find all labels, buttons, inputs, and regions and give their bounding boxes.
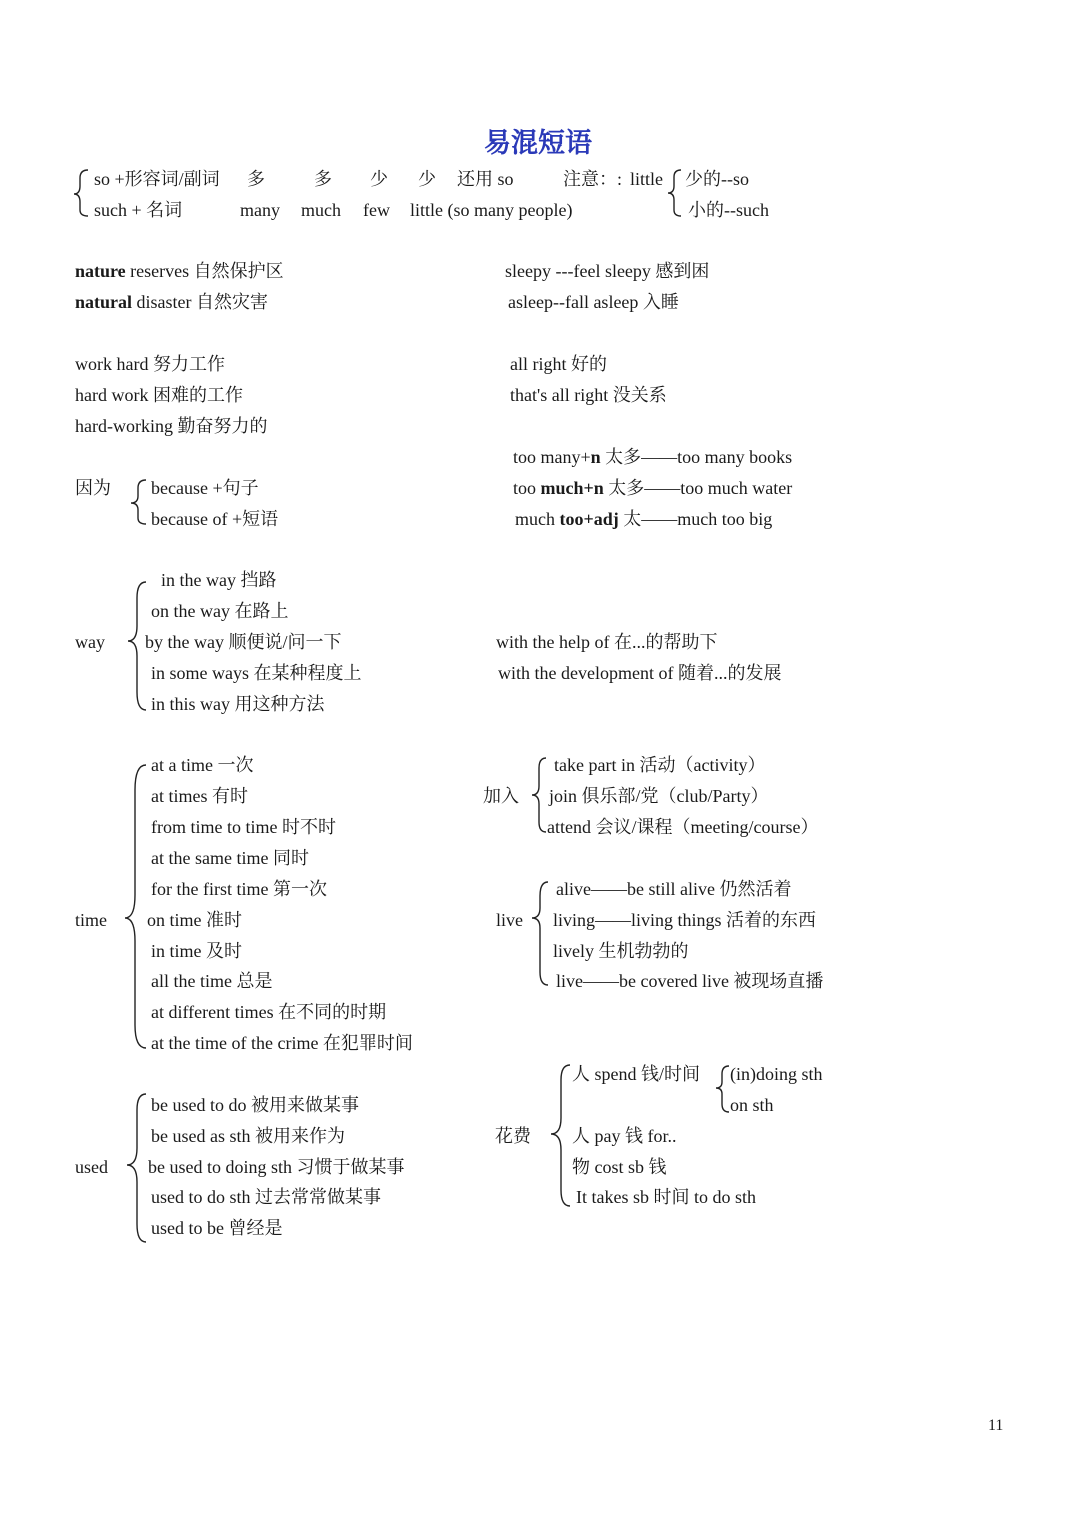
word-few: few — [363, 200, 390, 220]
nature-line — [75, 262, 284, 280]
work-line-1: work hard 努力工作 — [75, 354, 225, 374]
time-item: in time 及时 — [151, 941, 242, 961]
nature-bold: nature — [75, 261, 126, 281]
live-label: live — [496, 910, 523, 930]
too-1c: 太多——too many books — [600, 447, 793, 467]
join-item: take part in 活动（activity） — [554, 755, 766, 775]
because-label: 因为 — [75, 478, 111, 498]
little-such: 小的--such — [688, 200, 769, 220]
way-item: on the way 在路上 — [151, 601, 289, 621]
join-label: 加入 — [483, 786, 519, 806]
way-item: in the way 挡路 — [161, 570, 277, 590]
brace-because — [131, 480, 146, 524]
time-item: at the same time 同时 — [151, 848, 309, 868]
used-item: used to be 曾经是 — [151, 1218, 283, 1238]
time-label: time — [75, 910, 107, 930]
with-line-2: with the development of 随着...的发展 — [498, 663, 782, 683]
spend-label: 花费 — [495, 1126, 531, 1146]
time-item: on time 准时 — [147, 910, 242, 930]
page-title: 易混短语 — [484, 128, 592, 159]
natural-line — [75, 293, 268, 311]
work-line-3: hard-working 勤奋努力的 — [75, 416, 268, 436]
brace-little — [668, 170, 681, 216]
time-item: all the time 总是 — [151, 971, 273, 991]
work-line-2: hard work 困难的工作 — [75, 385, 243, 405]
allright-line-2: that's all right 没关系 — [510, 385, 667, 405]
such-line: such + 名词 — [94, 200, 183, 220]
time-item: at a time 一次 — [151, 755, 254, 775]
way-item: in this way 用这种方法 — [151, 694, 325, 714]
little-so: 少的--so — [685, 169, 749, 189]
brace-spend-sub — [716, 1066, 729, 1112]
duo-2: 多 — [314, 169, 332, 189]
too-line-2 — [513, 479, 792, 497]
time-item: at different times 在不同的时期 — [151, 1002, 387, 1022]
time-item: for the first time 第一次 — [151, 879, 327, 899]
used-label: used — [75, 1157, 108, 1177]
used-item: be used to doing sth 习惯于做某事 — [148, 1157, 405, 1177]
too-2c: 太多——too much water — [603, 478, 793, 498]
because-line-2: because of +短语 — [151, 509, 279, 529]
word-many: many — [240, 200, 280, 220]
natural-bold: natural — [75, 292, 133, 312]
brace-live — [532, 882, 548, 985]
used-item: be used to do 被用来做某事 — [151, 1095, 359, 1115]
word-little: little — [630, 169, 663, 189]
way-item: in some ways 在某种程度上 — [151, 663, 362, 683]
live-item: living——living things 活着的东西 — [553, 910, 817, 930]
asleep-line: asleep--fall asleep 入睡 — [508, 292, 679, 312]
shao-1: 少 — [370, 169, 388, 189]
join-item: join 俱乐部/党（club/Party） — [549, 786, 769, 806]
way-item: by the way 顺便说/问一下 — [145, 632, 342, 652]
spend-line-3: 物 cost sb 钱 — [572, 1157, 667, 1177]
too-3b: too+adj — [559, 509, 619, 529]
duo-1: 多 — [247, 169, 265, 189]
too-2a: too — [513, 478, 541, 498]
nature-rest: reserves 自然保护区 — [125, 261, 284, 281]
spend-sub-1: (in)doing sth — [730, 1064, 823, 1084]
too-3c: 太——much too big — [618, 509, 773, 529]
too-line-1 — [513, 448, 792, 466]
live-item: lively 生机勃勃的 — [553, 941, 689, 961]
live-item: alive——be still alive 仍然活着 — [556, 879, 792, 899]
time-item: from time to time 时不时 — [151, 817, 336, 837]
brace-time — [125, 765, 146, 1048]
because-line-1: because +句子 — [151, 478, 259, 498]
spend-line-4: It takes sb 时间 to do sth — [576, 1187, 756, 1207]
join-item: attend 会议/课程（meeting/course） — [547, 817, 819, 837]
still-so: 还用 so — [457, 169, 514, 189]
too-1a: too many+ — [513, 447, 591, 467]
with-line-1: with the help of 在...的帮助下 — [496, 632, 718, 652]
used-item: be used as sth 被用来作为 — [151, 1126, 345, 1146]
shao-2: 少 — [418, 169, 436, 189]
brace-so-such — [74, 170, 88, 216]
allright-line-1: all right 好的 — [510, 354, 607, 374]
page-number: 11 — [988, 1417, 1004, 1434]
way-label: way — [75, 632, 105, 652]
spend-line-2: 人 pay 钱 for.. — [572, 1126, 677, 1146]
too-1b: n — [590, 447, 601, 467]
brace-join — [532, 758, 546, 832]
spend-line-1: 人 spend 钱/时间 — [572, 1064, 700, 1084]
sleepy-line: sleepy ---feel sleepy 感到困 — [505, 261, 710, 281]
too-3a: much — [515, 509, 560, 529]
spend-sub-2: on sth — [730, 1095, 774, 1115]
note-label: 注意：: — [563, 169, 623, 189]
so-line: so +形容词/副词 — [94, 169, 220, 189]
time-item: at times 有时 — [151, 786, 248, 806]
brace-spend — [551, 1065, 570, 1206]
little-so-many: little (so many people) — [410, 200, 573, 220]
too-2b: much+n — [540, 478, 604, 498]
live-item: live——be covered live 被现场直播 — [556, 971, 824, 991]
brace-way — [128, 582, 146, 710]
too-line-3 — [515, 510, 772, 528]
used-item: used to do sth 过去常常做某事 — [151, 1187, 382, 1207]
brace-used — [127, 1094, 146, 1242]
word-much: much — [301, 200, 341, 220]
natural-rest: disaster 自然灾害 — [132, 292, 268, 312]
time-item: at the time of the crime 在犯罪时间 — [151, 1033, 413, 1053]
